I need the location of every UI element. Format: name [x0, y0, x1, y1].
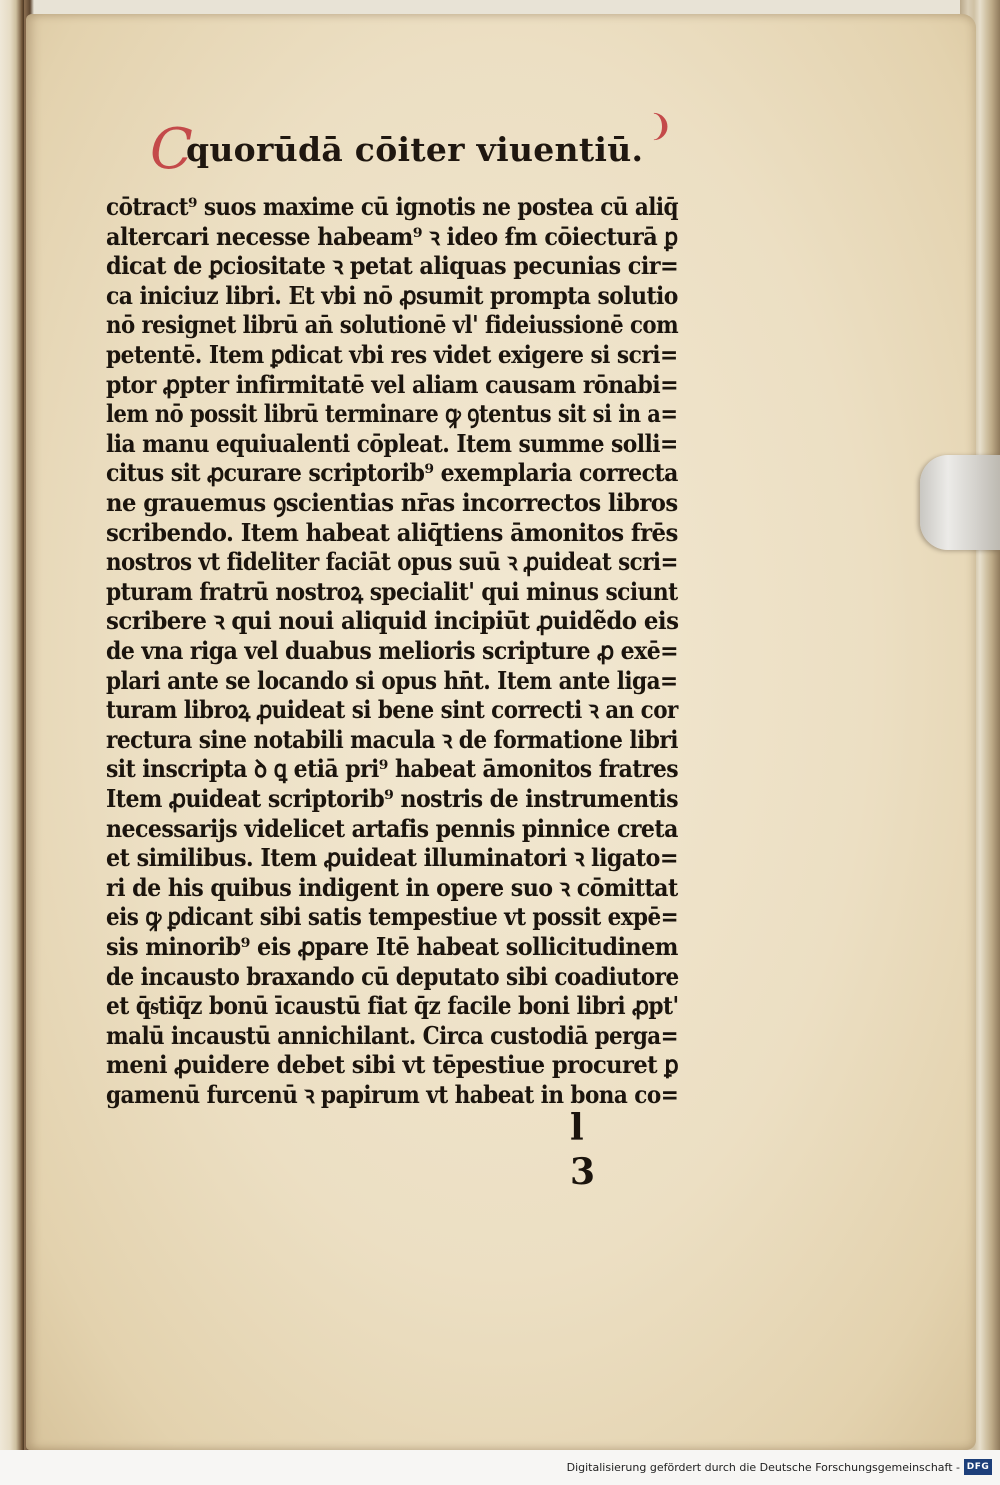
- text-line: de vna riga vel duabus melioris scripture ꝓ exē=: [106, 636, 679, 665]
- text-line: malū incaustū annichilant. Circa custodiā perga=: [106, 1020, 679, 1050]
- text-line: scribendo. Item habeat aliq̄tiens āmonitos frēs: [106, 517, 678, 547]
- text-line: meni ꝓuidere debet sibi vt tēpestiue procuret ꝑ: [106, 1050, 679, 1080]
- paragraph-mark-icon: ❩: [648, 109, 674, 144]
- text-line: plari ante se locando si opus hn̄t. Item ante liga=: [106, 665, 678, 695]
- text-line: nostros vt fideliter faciāt opus suū ꝛ ꝓuideat scri=: [106, 547, 678, 577]
- text-line: sit inscripta ꝺ ꝗ etiā pri⁹ habeat āmonitos fratres: [106, 754, 679, 784]
- body-text: [106, 192, 686, 1112]
- text-line: ca iniciuz libri. Et vbi nō ꝓsumit prompta solutio: [106, 280, 678, 310]
- text-line: citus sit ꝓcurare scriptorib⁹ exemplaria correcta: [106, 458, 678, 488]
- text-line: gamenū furcenū ꝛ papirum vt habeat in bona co=: [106, 1080, 679, 1109]
- left-page-edge: [0, 0, 24, 1450]
- text-line: Item ꝓuideat scriptorib⁹ nostris de instrumentis: [106, 784, 679, 813]
- text-line: ri de his quibus indigent in opere suo ꝛ cōmittat: [106, 872, 678, 902]
- text-line: lem nō possit librū terminare ꝙ ꝯtentus sit si in a=: [106, 399, 678, 429]
- text-line: scribere ꝛ qui noui aliquid incipiūt ꝓuidẽdo eis: [106, 606, 679, 636]
- text-line: dicat de ꝑciositate ꝛ petat aliquas pecunias cir=: [106, 251, 679, 281]
- text-line: de incausto braxando cū deputato sibi coadiutore: [106, 961, 679, 991]
- text-line: ptor ꝓpter infirmitatē vel aliam causam rōnabi=: [106, 369, 679, 399]
- text-line: sis minorib⁹ eis ꝓpare Itē habeat sollicitudinem: [106, 932, 678, 961]
- text-line: nō resignet librū an̄ solutionē vl' fideiussionē com: [106, 310, 679, 340]
- signature-mark: l 3: [570, 1107, 608, 1193]
- text-line: lia manu equiualenti cōpleat. Item summe solli=: [106, 428, 678, 458]
- text-line: et similibus. Item ꝓuideat illuminatori ꝛ ligato=: [106, 843, 678, 873]
- text-line: eis ꝙ ꝑdicant sibi satis tempestiue vt possit expē=: [106, 902, 679, 932]
- rubric-initial: C: [150, 117, 193, 182]
- text-line: petentē. Item ꝑdicat vbi res videt exigere si scri=: [106, 340, 678, 369]
- heading-text: quorūdā cōiter viuentiū.: [186, 130, 644, 169]
- footer-bar: [0, 1450, 1000, 1485]
- footer-credit: Digitalisierung gefördert durch die Deutsche Forschungsgemeinschaft -: [566, 1461, 960, 1474]
- text-line: altercari necesse habeam⁹ ꝛ ideo ẜm cōiecturā ꝑ: [106, 221, 678, 251]
- page-heading: [150, 118, 670, 182]
- text-line: et q̄ᵴtiq̄z bonū īcaustū fiat q̄z facile boni libri ꝓpt': [106, 991, 679, 1021]
- clip-icon: [920, 455, 1000, 550]
- text-line: cōtract⁹ suos maxime cū ignotis ne postea cū aliq̄: [106, 192, 679, 221]
- dfg-logo: DFG: [964, 1459, 992, 1475]
- text-line: ne grauemus ꝯscientias nr̄as incorrectos libros: [106, 488, 678, 517]
- text-line: pturam fratrū nostroꝝ specialit' qui minus sciunt: [106, 576, 678, 606]
- text-line: rectura sine notabili macula ꝛ de formatione libri: [106, 724, 678, 754]
- text-line: turam libroꝝ ꝓuideat si bene sint correcti ꝛ an cor: [106, 695, 678, 725]
- text-line: necessarijs videlicet artafis pennis pinnice creta: [106, 813, 678, 843]
